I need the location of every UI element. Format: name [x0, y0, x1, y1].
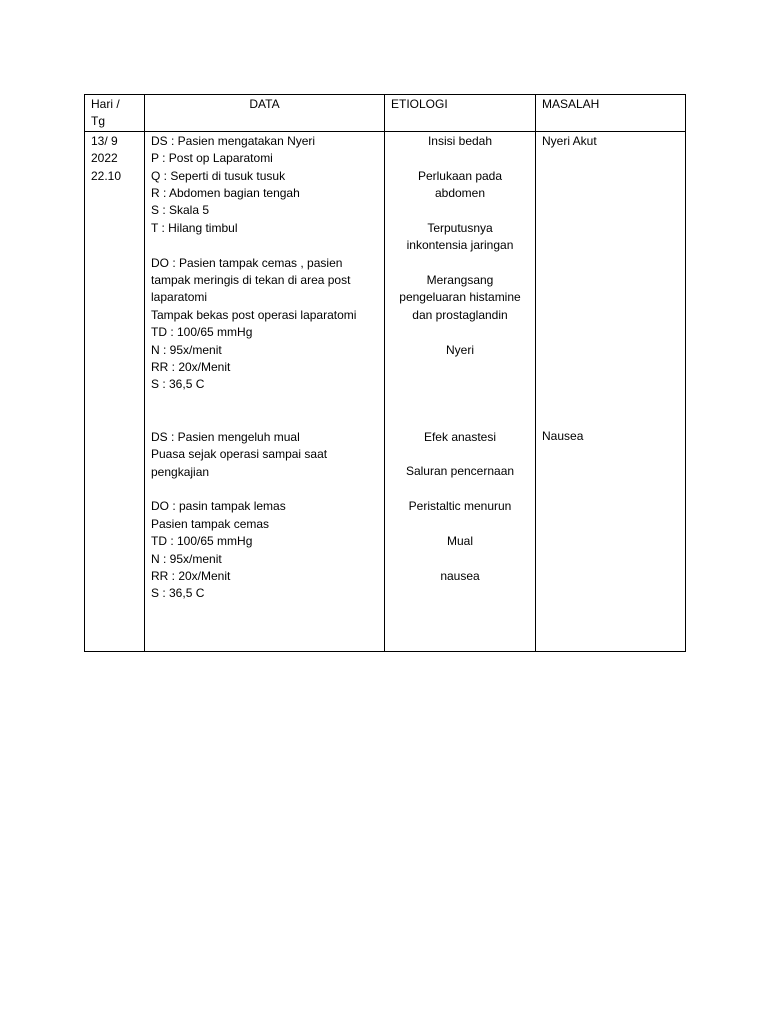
date-year: 2022 [91, 151, 118, 166]
vital-rr-1: RR : 20x/Menit [151, 360, 231, 375]
etio-merangsang-2: pengeluaran histamine [399, 290, 521, 305]
pqrst-t: T : Hilang timbul [151, 220, 238, 235]
vital-n-1: N : 95x/menit [151, 342, 222, 357]
etio-merangsang-1: Merangsang [426, 273, 494, 288]
ds-mual: DS : Pasien mengeluh mual [151, 429, 300, 444]
do-line-1: DO : Pasien tampak cemas , pasien [151, 255, 343, 270]
etio-efek-anastesi: Efek anastesi [423, 429, 497, 444]
nursing-analysis-table [84, 94, 686, 652]
header-masalah-label: MASALAH [542, 97, 600, 111]
masalah-nausea: Nausea [542, 429, 584, 444]
etio-peristaltic: Peristaltic menurun [408, 499, 512, 514]
header-masalah-cell [536, 95, 686, 132]
header-hari-line1: Hari / [91, 97, 120, 111]
header-hari-cell [85, 95, 145, 132]
pqrst-s: S : Skala 5 [151, 203, 210, 218]
ds-mual-line-3: pengkajian [151, 464, 210, 479]
do2-line-1: DO : pasin tampak lemas [151, 499, 286, 514]
table-row [85, 131, 686, 651]
header-hari-line2: Tg [91, 114, 106, 129]
etio-perlukaan-1: Perlukaan pada [417, 168, 503, 183]
vital-s-2: S : 36,5 C [151, 586, 205, 601]
ds-mual-line-2: Puasa sejak operasi sampai saat [151, 447, 328, 462]
header-data-cell [145, 95, 385, 132]
etio-insisi: Insisi bedah [427, 133, 493, 148]
do-line-2: tampak meringis di tekan di area post [151, 273, 351, 288]
etio-terputus-2: inkontensia jaringan [406, 238, 514, 253]
etio-terputus-1: Terputusnya [427, 220, 493, 235]
etio-nausea: nausea [440, 568, 480, 583]
pqrst-r: R : Abdomen bagian tengah [151, 186, 300, 201]
etio-mual: Mual [446, 533, 473, 548]
vital-s-1: S : 36,5 C [151, 377, 205, 392]
data-cell [145, 131, 385, 651]
hari-cell [85, 131, 145, 651]
pqrst-p: P : Post op Laparatomi [151, 151, 273, 166]
ds-nyeri: DS : Pasien mengatakan Nyeri [151, 133, 316, 148]
date-time: 22.10 [91, 168, 122, 183]
vital-td-2: TD : 100/65 mmHg [151, 534, 253, 549]
vital-td-1: TD : 100/65 mmHg [151, 325, 253, 340]
etio-saluran: Saluran pencernaan [405, 464, 515, 479]
header-data-label: DATA [249, 97, 280, 111]
vital-rr-2: RR : 20x/Menit [151, 568, 231, 583]
vital-n-2: N : 95x/menit [151, 551, 222, 566]
do2-line-2: Pasien tampak cemas [151, 516, 270, 531]
do-line-3: laparatomi [151, 290, 208, 305]
header-etiologi-label: ETIOLOGI [391, 97, 448, 111]
etio-nyeri: Nyeri [445, 342, 474, 357]
masalah-nyeri-akut: Nyeri Akut [542, 133, 597, 148]
do-line-4: Tampak bekas post operasi laparatomi [151, 307, 357, 322]
table-header-row [85, 95, 686, 132]
etio-merangsang-3: dan prostaglandin [412, 307, 508, 322]
header-etiologi-cell [385, 95, 536, 132]
date-day: 13/ 9 [91, 133, 118, 148]
etiologi-cell [385, 131, 536, 651]
masalah-cell [536, 131, 686, 651]
etio-perlukaan-2: abdomen [434, 186, 486, 201]
pqrst-q: Q : Seperti di tusuk tusuk [151, 168, 286, 183]
